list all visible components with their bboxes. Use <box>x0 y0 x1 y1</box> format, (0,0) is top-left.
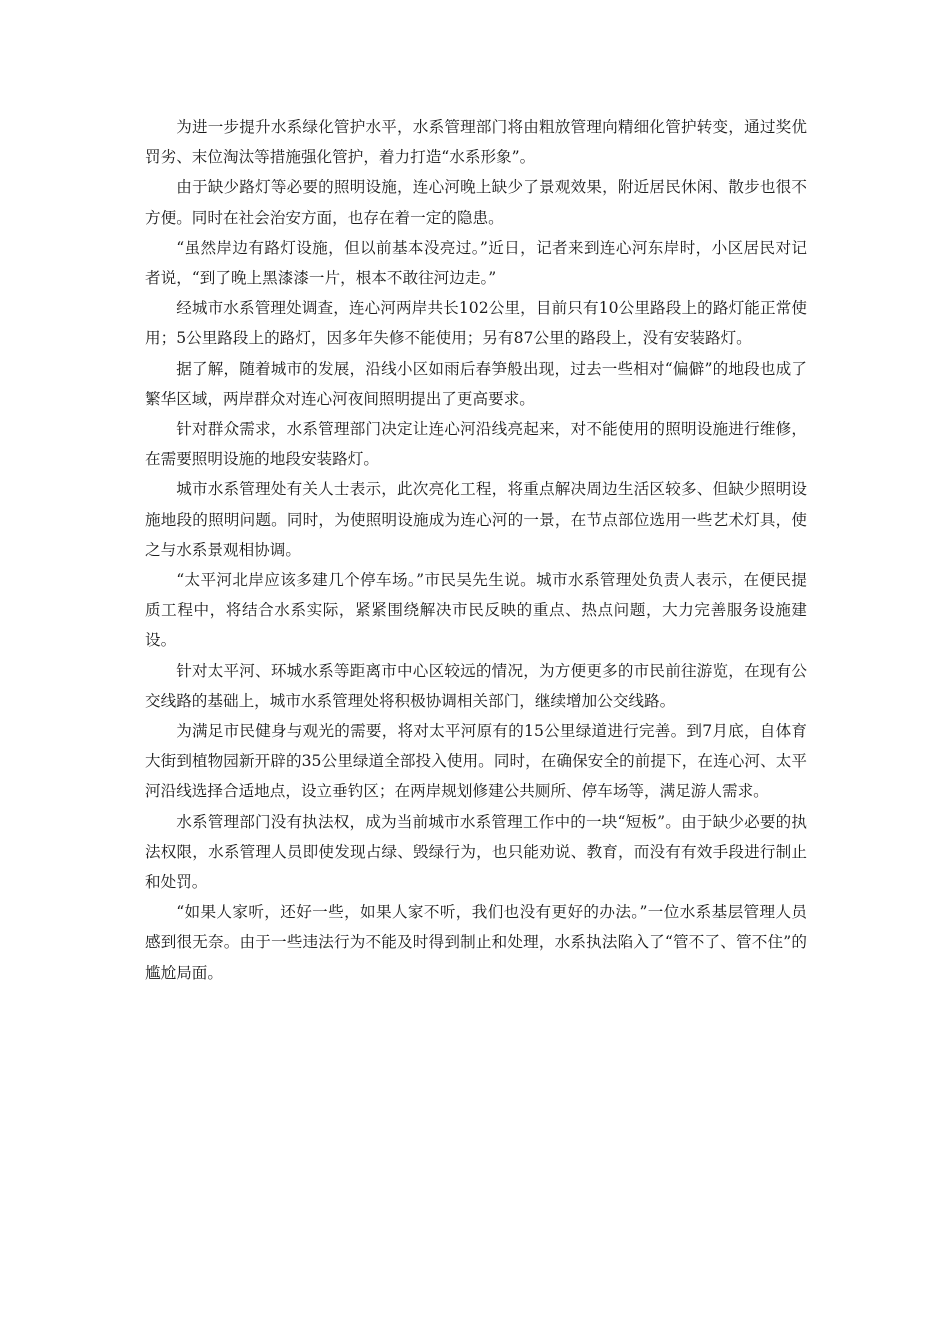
paragraph-5: 据了解，随着城市的发展，沿线小区如雨后春笋般出现，过去一些相对“偏僻”的地段也成了繁华区域，两岸群众对连心河夜间照明提出了更高要求。 <box>145 359 807 408</box>
paragraph-12: “如果人家听，还好一些，如果人家不听，我们也没有更好的办法。”一位水系基层管理人员感到很无奈。由于一些违法行为不能及时得到制止和处理，水系执法陷入了“管不了、管不住”的尴尬局面。 <box>145 903 807 982</box>
paragraph-2: 由于缺少路灯等必要的照明设施，连心河晚上缺少了景观效果，附近居民休闲、散步也很不方便。同时在社会治安方面，也存在着一定的隐患。 <box>145 178 807 227</box>
paragraph-11: 水系管理部门没有执法权，成为当前城市水系管理工作中的一块“短板”。由于缺少必要的执法权限，水系管理人员即使发现占绿、毁绿行为，也只能劝说、教育，而没有有效手段进行制止和处罚。 <box>145 812 807 892</box>
paragraph-6: 针对群众需求，水系管理部门决定让连心河沿线亮起来，对不能使用的照明设施进行维修，在需要照明设施的地段安装路灯。 <box>145 420 807 469</box>
paragraph-10: 为满足市民健身与观光的需要，将对太平河原有的15公里绿道进行完善。到7月底，自体育大街到植物园新开辟的35公里绿道全部投入使用。同时，在确保安全的前提下，在连心河、太平河沿线选择合适地点，设立垂钓区；在两岸规划修建公共厕所、停车场等，满足游人需求。 <box>145 722 807 801</box>
paragraph-1: 为进一步提升水系绿化管护水平，水系管理部门将由粗放管理向精细化管护转变，通过奖优罚劣、末位淘汰等措施强化管护，着力打造“水系形象”。 <box>145 118 807 167</box>
paragraph-9: 针对太平河、环城水系等距离市中心区较远的情况，为方便更多的市民前往游览，在现有公交线路的基础上，城市水系管理处将积极协调相关部门，继续增加公交线路。 <box>145 661 807 710</box>
paragraph-4: 经城市水系管理处调查，连心河两岸共长102公里，目前只有10公里路段上的路灯能正常使用；5公里路段上的路灯，因多年失修不能使用；另有87公里的路段上，没有安装路灯。 <box>145 299 807 348</box>
paragraph-8: “太平河北岸应该多建几个停车场。”市民吴先生说。城市水系管理处负责人表示，在便民提质工程中，将结合水系实际，紧紧围绕解决市民反映的重点、热点问题，大力完善服务设施建设。 <box>145 571 807 650</box>
paragraph-7: 城市水系管理处有关人士表示，此次亮化工程，将重点解决周边生活区较多、但缺少照明设施地段的照明问题。同时，为使照明设施成为连心河的一景，在节点部位选用一些艺术灯具，使之与水系景观相协调。 <box>145 480 807 559</box>
document-body <box>145 112 807 988</box>
paragraph-3: “虽然岸边有路灯设施，但以前基本没亮过。”近日，记者来到连心河东岸时，小区居民对记者说，“到了晚上黑漆漆一片，根本不敢往河边走。” <box>145 238 807 288</box>
